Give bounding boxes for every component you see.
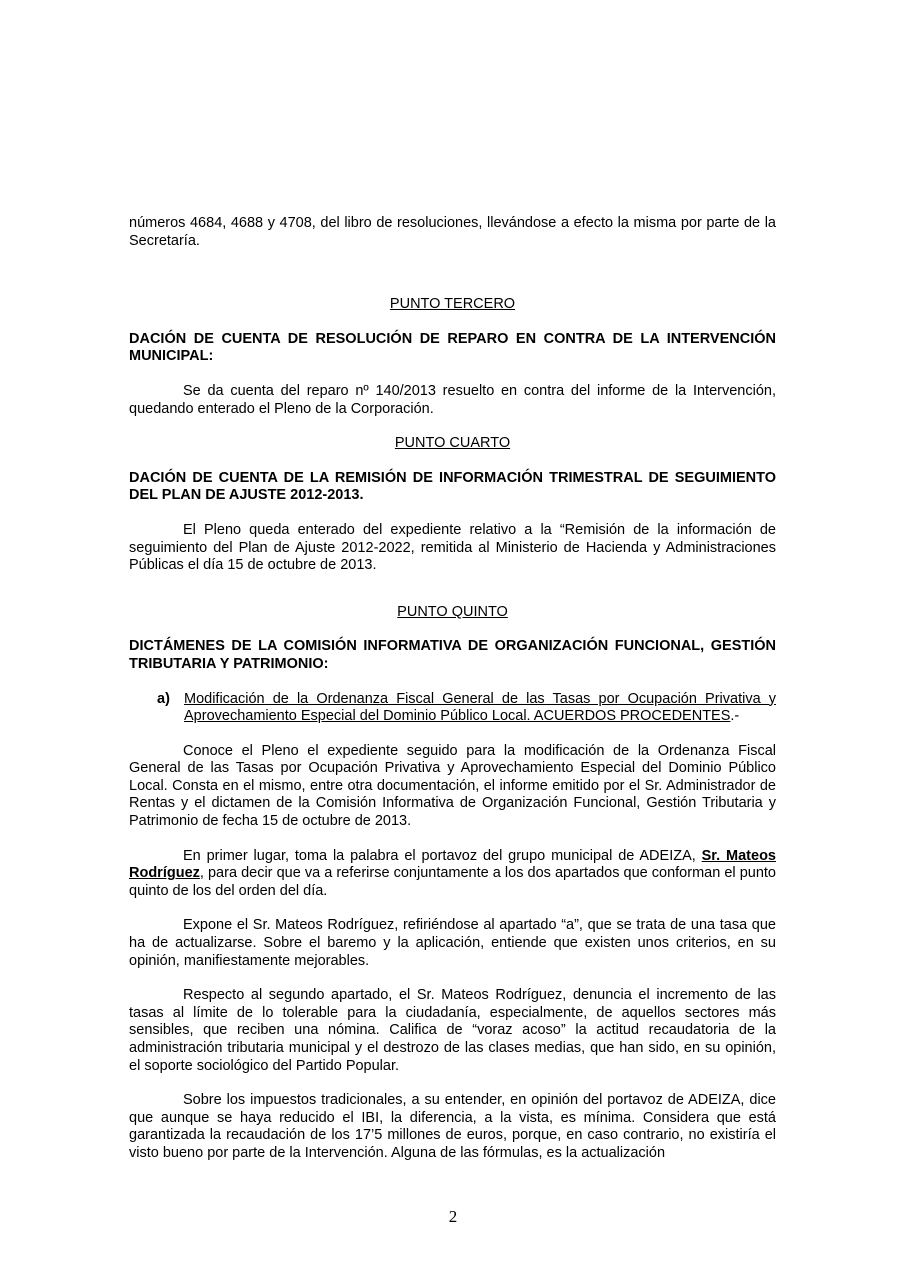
punto-cuarto-title: PUNTO CUARTO — [394, 435, 511, 452]
punto-cuarto-heading: DACIÓN DE CUENTA DE LA REMISIÓN DE INFORMACIÓN TRIMESTRAL DE SEGUIMIENTO DEL PLAN DE AJUSTE 2012-2013. — [129, 469, 776, 504]
paragraph-conoce: Conoce el Pleno el expediente seguido para la modificación de la Ordenanza Fiscal General de las Tasas por Ocupación Privativa y Aprovechamiento Especial del Dominio Público Local. Consta en el mismo, entre otra documentación, el informe emitido por el Sr. Administrador de Rentas y el dictamen de la Comisión Informativa de Organización Funcional, Gestión Tributaria y Patrimonio de fecha 15 de octubre de 2013. — [129, 742, 776, 830]
paragraph-primer-lugar: En primer lugar, toma la palabra el portavoz del grupo municipal de ADEIZA, Sr. Mateos Rodríguez, para decir que va a referirse conjuntamente a los dos apartados que conforman el punto quinto de los del orden del día. — [129, 847, 776, 899]
paragraph-sobre: Sobre los impuestos tradicionales, a su entender, en opinión del portavoz de ADEIZA, dice que aunque se haya reducido el IBI, la diferencia, a la vista, es mínima. Considera que está garantizada la recaudación de los 17’5 millones de euros, porque, en caso contrario, no existiría el visto bueno por parte de la Intervención. Alguna de las fórmulas, es la actualización — [129, 1092, 776, 1161]
intro-paragraph: números 4684, 4688 y 4708, del libro de resoluciones, llevándose a efecto la misma por parte de la Secretaría. — [129, 215, 776, 249]
paragraph-respecto: Respecto al segundo apartado, el Sr. Mateos Rodríguez, denuncia el incremento de las tasas al límite de lo tolerable para la ciudadanía, especialmente, de aquellos sectores más sensibles, que reciben una nómina. Califica de “voraz acoso” la actitud recaudatoria de la administración tributaria municipal y el destrozo de las clases medias, que han sido, en su opinión, el soporte sociológico del Partido Popular. — [129, 987, 776, 1074]
punto-cuarto-body: El Pleno queda enterado del expediente relativo a la “Remisión de la información de seguimiento del Plan de Ajuste 2012-2022, remitida al Ministerio de Hacienda y Administraciones Públicas el día 15 de octubre de 2013. — [129, 521, 776, 574]
list-item-label: a) — [157, 690, 170, 707]
page-number: 2 — [448, 1207, 458, 1226]
speaker-name: Sr. Mateos Rodríguez — [129, 847, 776, 882]
list-item-text: Modificación de la Ordenanza Fiscal General de las Tasas por Ocupación Privativa y Aprovechamiento Especial del Dominio Público Local. ACUERDOS PROCEDENTES — [184, 690, 776, 725]
list-item-suffix: .- — [730, 708, 740, 725]
punto-quinto-title: PUNTO QUINTO — [397, 603, 508, 620]
punto-tercero-title: PUNTO TERCERO — [389, 296, 516, 313]
punto-quinto-heading: DICTÁMENES DE LA COMISIÓN INFORMATIVA DE ORGANIZACIÓN FUNCIONAL, GESTIÓN TRIBUTARIA Y PATRIMONIO: — [129, 638, 776, 672]
list-item-a — [129, 691, 776, 726]
punto-tercero-heading: DACIÓN DE CUENTA DE RESOLUCIÓN DE REPARO EN CONTRA DE LA INTERVENCIÓN MUNICIPAL: — [129, 330, 776, 365]
punto-tercero-body: Se da cuenta del reparo nº 140/2013 resuelto en contra del informe de la Intervención, quedando enterado el Pleno de la Corporación. — [129, 382, 776, 417]
document-body — [129, 215, 776, 1163]
paragraph-expone: Expone el Sr. Mateos Rodríguez, refiriéndose al apartado “a”, que se trata de una tasa que ha de actualizarse. Sobre el baremo y la aplicación, entiende que existen unos criterios, en su opinión, manifiestamente mejorables. — [129, 917, 776, 969]
